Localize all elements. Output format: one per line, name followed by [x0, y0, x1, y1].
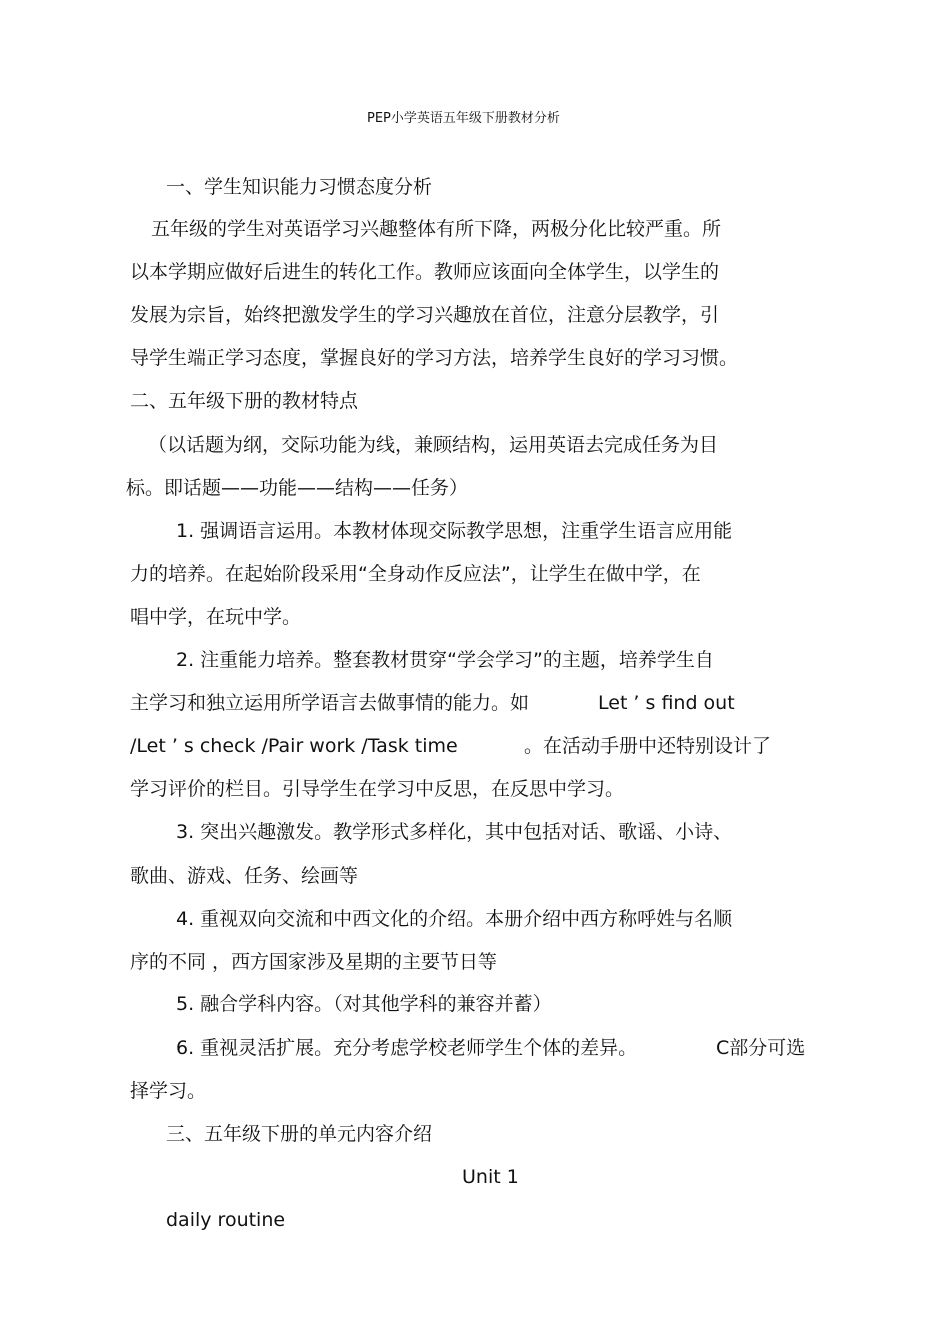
- list-item-6: 6. 重视灵活扩展。充分考虑学校老师学生个体的差异。: [176, 1037, 638, 1059]
- list-item-5: 5. 融合学科内容。（对其他学科的兼容并蓄）: [176, 993, 552, 1015]
- paragraph-line: 歌曲、游戏、任务、绘画等: [130, 865, 359, 887]
- list-item-2: 2. 注重能力培养。整套教材贯穿“学会学习”的主题，培养学生自: [176, 649, 714, 671]
- paragraph-line: 以本学期应做好后进生的转化工作。教师应该面向全体学生，以学生的: [130, 261, 720, 283]
- paragraph-line: 五年级的学生对英语学习兴趣整体有所下降，两极分化比较严重。所: [151, 218, 722, 240]
- paragraph-line-english: /Let ’ s check /Pair work /Task time: [130, 735, 458, 757]
- paragraph-line: 。在活动手册中还特别设计了: [524, 735, 772, 757]
- unit-title: Unit 1: [462, 1166, 519, 1188]
- paragraph-line: 序的不同 ，西方国家涉及星期的主要节日等: [130, 951, 498, 973]
- paragraph-line-english: Let ’ s find out: [598, 692, 735, 714]
- section-3-heading: 三、五年级下册的单元内容介绍: [166, 1123, 433, 1145]
- paragraph-line: 主学习和独立运用所学语言去做事情的能力。如: [130, 692, 530, 714]
- paragraph-line: 唱中学，在玩中学。: [130, 606, 302, 628]
- list-item-3: 3. 突出兴趣激发。教学形式多样化，其中包括对话、歌谣、小诗、: [176, 821, 733, 843]
- paragraph-line: 择学习。: [130, 1080, 207, 1102]
- section-2-heading: 二、五年级下册的教材特点: [130, 390, 359, 412]
- list-item-1: 1. 强调语言运用。本教材体现交际教学思想，注重学生语言应用能: [176, 520, 733, 542]
- paragraph-line: 力的培养。在起始阶段采用“全身动作反应法”，让学生在做中学，在: [130, 563, 701, 585]
- paragraph-line: 发展为宗旨，始终把激发学生的学习兴趣放在首位，注意分层教学，引: [130, 304, 720, 326]
- paragraph-line: C部分可选: [716, 1037, 806, 1059]
- list-item-4: 4. 重视双向交流和中西文化的介绍。本册介绍中西方称呼姓与名顺: [176, 908, 733, 930]
- document-title: PEP小学英语五年级下册教材分析: [367, 111, 560, 126]
- paragraph-line: （以话题为纲，交际功能为线，兼顾结构，运用英语去完成任务为目: [148, 434, 719, 456]
- section-1-heading: 一、学生知识能力习惯态度分析: [166, 176, 433, 198]
- paragraph-line: 导学生端正学习态度，掌握良好的学习方法，培养学生良好的学习习惯。: [130, 347, 739, 369]
- paragraph-line: 学习评价的栏目。引导学生在学习中反思，在反思中学习。: [130, 778, 625, 800]
- paragraph-line: 标。即话题——功能——结构——任务）: [126, 477, 469, 499]
- unit-topic: daily routine: [166, 1209, 286, 1231]
